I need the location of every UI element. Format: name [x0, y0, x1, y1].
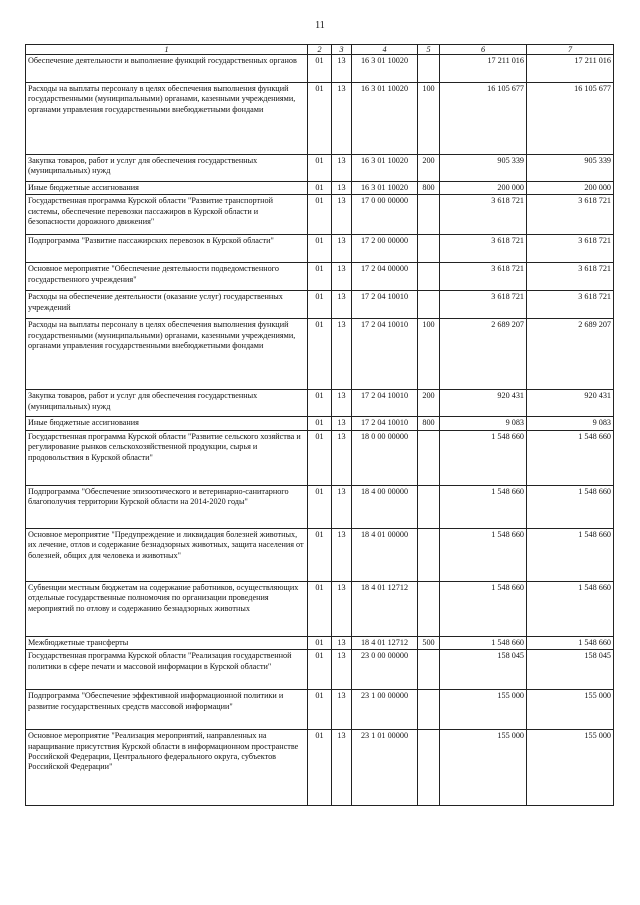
table-row	[26, 263, 614, 291]
table-row	[26, 235, 614, 263]
amount-year2-cell: 3 618 721	[527, 291, 614, 319]
amount-year2-cell: 1 548 660	[527, 636, 614, 649]
expense-type-cell	[418, 195, 440, 235]
target-article-cell: 18 4 01 12712	[352, 581, 418, 636]
amount-year1-cell: 905 339	[440, 155, 527, 182]
amount-year2-cell: 155 000	[527, 690, 614, 730]
amount-year1-cell: 920 431	[440, 390, 527, 417]
table-row	[26, 581, 614, 636]
expense-type-cell	[418, 690, 440, 730]
subsection-code-cell: 13	[332, 581, 352, 636]
amount-year2-cell: 3 618 721	[527, 263, 614, 291]
row-name-cell: Расходы на выплаты персоналу в целях обеспечения выполнения функций государственными (муниципальными) органами, казенными учреждениями, органами управления государственными внебюджетными фондами	[26, 319, 308, 390]
amount-year1-cell: 3 618 721	[440, 263, 527, 291]
expense-type-cell	[418, 730, 440, 806]
amount-year1-cell: 155 000	[440, 730, 527, 806]
target-article-cell: 17 0 00 00000	[352, 195, 418, 235]
subsection-code-cell: 13	[332, 182, 352, 195]
target-article-cell: 17 2 00 00000	[352, 235, 418, 263]
target-article-cell: 16 3 01 10020	[352, 155, 418, 182]
column-header: 4	[352, 45, 418, 55]
expense-type-cell	[418, 263, 440, 291]
row-name-cell: Подпрограмма "Развитие пассажирских перевозок в Курской области"	[26, 235, 308, 263]
row-name-cell: Государственная программа Курской области "Развитие транспортной системы, обеспечение перевозки пассажиров в Курской области и безопасности дорожного движения"	[26, 195, 308, 235]
section-code-cell: 01	[308, 528, 332, 581]
row-name-cell: Иные бюджетные ассигнования	[26, 417, 308, 430]
section-code-cell: 01	[308, 55, 332, 83]
subsection-code-cell: 13	[332, 690, 352, 730]
target-article-cell: 17 2 04 10010	[352, 417, 418, 430]
row-name-cell: Расходы на обеспечение деятельности (оказание услуг) государственных учреждений	[26, 291, 308, 319]
row-name-cell: Закупка товаров, работ и услуг для обеспечения государственных (муниципальных) нужд	[26, 390, 308, 417]
table-row	[26, 636, 614, 649]
subsection-code-cell: 13	[332, 417, 352, 430]
expense-type-cell	[418, 650, 440, 690]
table-row	[26, 182, 614, 195]
subsection-code-cell: 13	[332, 291, 352, 319]
amount-year1-cell: 3 618 721	[440, 195, 527, 235]
amount-year2-cell: 1 548 660	[527, 528, 614, 581]
target-article-cell: 18 4 01 12712	[352, 636, 418, 649]
subsection-code-cell: 13	[332, 390, 352, 417]
amount-year1-cell: 3 618 721	[440, 291, 527, 319]
expense-type-cell	[418, 291, 440, 319]
target-article-cell: 17 2 04 00000	[352, 263, 418, 291]
amount-year1-cell: 1 548 660	[440, 581, 527, 636]
target-article-cell: 17 2 04 10010	[352, 390, 418, 417]
column-header: 1	[26, 45, 308, 55]
amount-year2-cell: 3 618 721	[527, 235, 614, 263]
section-code-cell: 01	[308, 390, 332, 417]
section-code-cell: 01	[308, 235, 332, 263]
amount-year1-cell: 200 000	[440, 182, 527, 195]
column-header: 5	[418, 45, 440, 55]
amount-year2-cell: 905 339	[527, 155, 614, 182]
table-row	[26, 55, 614, 83]
expense-type-cell: 500	[418, 636, 440, 649]
column-header: 7	[527, 45, 614, 55]
amount-year2-cell: 16 105 677	[527, 83, 614, 155]
expense-type-cell: 200	[418, 390, 440, 417]
table-row	[26, 730, 614, 806]
subsection-code-cell: 13	[332, 155, 352, 182]
expense-type-cell: 100	[418, 83, 440, 155]
page-number: 11	[315, 20, 325, 31]
section-code-cell: 01	[308, 730, 332, 806]
column-number-row	[26, 45, 614, 55]
subsection-code-cell: 13	[332, 83, 352, 155]
amount-year2-cell: 1 548 660	[527, 485, 614, 528]
section-code-cell: 01	[308, 291, 332, 319]
table-row	[26, 155, 614, 182]
budget-table	[25, 44, 614, 806]
amount-year2-cell: 920 431	[527, 390, 614, 417]
target-article-cell: 17 2 04 10010	[352, 291, 418, 319]
row-name-cell: Межбюджетные трансферты	[26, 636, 308, 649]
table-row	[26, 417, 614, 430]
expense-type-cell	[418, 235, 440, 263]
amount-year1-cell: 1 548 660	[440, 485, 527, 528]
amount-year1-cell: 1 548 660	[440, 528, 527, 581]
amount-year2-cell: 17 211 016	[527, 55, 614, 83]
row-name-cell: Закупка товаров, работ и услуг для обеспечения государственных (муниципальных) нужд	[26, 155, 308, 182]
section-code-cell: 01	[308, 417, 332, 430]
section-code-cell: 01	[308, 263, 332, 291]
target-article-cell: 17 2 04 10010	[352, 319, 418, 390]
amount-year1-cell: 155 000	[440, 690, 527, 730]
subsection-code-cell: 13	[332, 235, 352, 263]
row-name-cell: Основное мероприятие "Обеспечение деятельности подведомственного государственного учреждения"	[26, 263, 308, 291]
section-code-cell: 01	[308, 485, 332, 528]
row-name-cell: Субвенции местным бюджетам на содержание работников, осуществляющих отдельные государственные полномочия по организации проведения мероприятий по отлову и содержанию безнадзорных животных	[26, 581, 308, 636]
subsection-code-cell: 13	[332, 55, 352, 83]
amount-year2-cell: 9 083	[527, 417, 614, 430]
target-article-cell: 23 1 01 00000	[352, 730, 418, 806]
table-row	[26, 390, 614, 417]
subsection-code-cell: 13	[332, 319, 352, 390]
amount-year2-cell: 2 689 207	[527, 319, 614, 390]
row-name-cell: Подпрограмма "Обеспечение эпизоотического и ветеринарно-санитарного благополучия территории Курской области на 2014-2020 годы"	[26, 485, 308, 528]
expense-type-cell: 100	[418, 319, 440, 390]
row-name-cell: Иные бюджетные ассигнования	[26, 182, 308, 195]
section-code-cell: 01	[308, 650, 332, 690]
target-article-cell: 16 3 01 10020	[352, 83, 418, 155]
section-code-cell: 01	[308, 195, 332, 235]
row-name-cell: Обеспечение деятельности и выполнение функций государственных органов	[26, 55, 308, 83]
expense-type-cell	[418, 581, 440, 636]
expense-type-cell	[418, 55, 440, 83]
amount-year2-cell: 3 618 721	[527, 195, 614, 235]
target-article-cell: 18 4 00 00000	[352, 485, 418, 528]
table-row	[26, 195, 614, 235]
table-row	[26, 690, 614, 730]
row-name-cell: Основное мероприятие "Реализация мероприятий, направленных на наращивание присутствия Курской области в информационном пространстве Российской Федерации, Центрального федерального округа, субъектов Российской Федерации"	[26, 730, 308, 806]
row-name-cell: Основное мероприятие "Предупреждение и ликвидация болезней животных, их лечение, отлов и содержание безнадзорных животных, защита населения от болезней, общих для человека и животных"	[26, 528, 308, 581]
subsection-code-cell: 13	[332, 263, 352, 291]
row-name-cell: Государственная программа Курской области "Реализация государственной политики в сфере печати и массовой информации в Курской области"	[26, 650, 308, 690]
expense-type-cell: 800	[418, 182, 440, 195]
section-code-cell: 01	[308, 430, 332, 485]
target-article-cell: 23 0 00 00000	[352, 650, 418, 690]
amount-year2-cell: 200 000	[527, 182, 614, 195]
amount-year1-cell: 1 548 660	[440, 636, 527, 649]
table-row	[26, 291, 614, 319]
amount-year1-cell: 16 105 677	[440, 83, 527, 155]
amount-year2-cell: 155 000	[527, 730, 614, 806]
column-header: 6	[440, 45, 527, 55]
row-name-cell: Подпрограмма "Обеспечение эффективной информационной политики и развитие государственных средств массовой информации"	[26, 690, 308, 730]
expense-type-cell	[418, 528, 440, 581]
expense-type-cell: 800	[418, 417, 440, 430]
table-row	[26, 485, 614, 528]
row-name-cell: Государственная программа Курской области "Развитие сельского хозяйства и регулирование рынков сельскохозяйственной продукции, сырья и продовольствия в Курской области"	[26, 430, 308, 485]
subsection-code-cell: 13	[332, 195, 352, 235]
subsection-code-cell: 13	[332, 650, 352, 690]
table-row	[26, 528, 614, 581]
amount-year1-cell: 1 548 660	[440, 430, 527, 485]
subsection-code-cell: 13	[332, 730, 352, 806]
column-header: 3	[332, 45, 352, 55]
subsection-code-cell: 13	[332, 528, 352, 581]
expense-type-cell	[418, 430, 440, 485]
section-code-cell: 01	[308, 690, 332, 730]
amount-year1-cell: 9 083	[440, 417, 527, 430]
section-code-cell: 01	[308, 83, 332, 155]
target-article-cell: 18 4 01 00000	[352, 528, 418, 581]
expense-type-cell	[418, 485, 440, 528]
amount-year1-cell: 17 211 016	[440, 55, 527, 83]
expense-type-cell: 200	[418, 155, 440, 182]
amount-year2-cell: 1 548 660	[527, 430, 614, 485]
amount-year1-cell: 3 618 721	[440, 235, 527, 263]
amount-year2-cell: 1 548 660	[527, 581, 614, 636]
target-article-cell: 16 3 01 10020	[352, 182, 418, 195]
amount-year1-cell: 158 045	[440, 650, 527, 690]
target-article-cell: 23 1 00 00000	[352, 690, 418, 730]
table-row	[26, 650, 614, 690]
table-row	[26, 319, 614, 390]
amount-year1-cell: 2 689 207	[440, 319, 527, 390]
section-code-cell: 01	[308, 182, 332, 195]
subsection-code-cell: 13	[332, 636, 352, 649]
amount-year2-cell: 158 045	[527, 650, 614, 690]
section-code-cell: 01	[308, 636, 332, 649]
target-article-cell: 18 0 00 00000	[352, 430, 418, 485]
target-article-cell: 16 3 01 10020	[352, 55, 418, 83]
table-row	[26, 83, 614, 155]
table-row	[26, 430, 614, 485]
row-name-cell: Расходы на выплаты персоналу в целях обеспечения выполнения функций государственными (муниципальными) органами, казенными учреждениями, органами управления государственными внебюджетными фондами	[26, 83, 308, 155]
column-header: 2	[308, 45, 332, 55]
subsection-code-cell: 13	[332, 430, 352, 485]
section-code-cell: 01	[308, 581, 332, 636]
subsection-code-cell: 13	[332, 485, 352, 528]
section-code-cell: 01	[308, 319, 332, 390]
section-code-cell: 01	[308, 155, 332, 182]
